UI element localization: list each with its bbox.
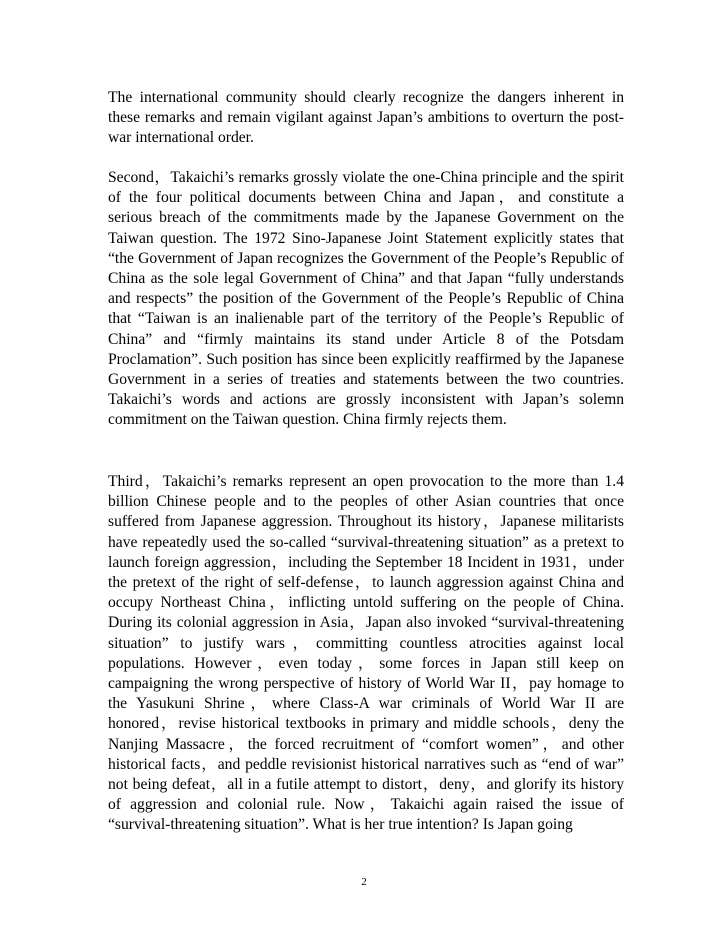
- page-number: 2: [361, 876, 367, 888]
- paragraph-text: Second，Takaichi’s remarks grossly violate the one-China principle and the spirit of the four political documents between China and Japan，and constitute a serious breach of the commitments made by the Japanese Government on the Taiwan question. The 1972 Sino-Japanese Joint Statement explicitly states that “the Government of Japan recognizes the Government of the People’s Republic of China as the sole legal Government of China” and that Japan “fully understands and respects” the position of the Government of the People’s Republic of China that “Taiwan is an inalienable part of the territory of the People’s Republic of China” and “firmly maintains its stand under Article 8 of the Potsdam Proclamation”. Such position has since been explicitly reaffirmed by the Japanese Government in a series of treaties and statements between the two countries. Takaichi’s words and actions are grossly inconsistent with Japan’s solemn commitment on the Taiwan question. China firmly rejects them.: [108, 169, 624, 429]
- paragraph-second-point: [108, 168, 624, 431]
- paragraph-international-community: [108, 88, 624, 149]
- paragraph-text: The international community should clearly recognize the dangers inherent in these remarks and remain vigilant against Japan’s ambitions to overturn the post-war international order.: [108, 89, 624, 147]
- paragraph-text: Third，Takaichi’s remarks represent an open provocation to the more than 1.4 billion Chinese people and to the peoples of other Asian countries that once suffered from Japanese aggression. Throughout its history，Japanese militarists have repeatedly used the so-called “survival-threatening situation” as a pretext to launch foreign aggression，including the September 18 Incident in 1931，under the pretext of the right of self-defense，to launch aggression against China and occupy Northeast China，inflicting untold suffering on the people of China. During its colonial aggression in Asia，Japan also invoked “survival-threatening situation” to justify wars，committing countless atrocities against local populations. However，even today，some forces in Japan still keep on campaigning the wrong perspective of history of World War II，pay homage to the Yasukuni Shrine，where Class-A war criminals of World War II are honored，revise historical textbooks in primary and middle schools，deny the Nanjing Massacre，the forced recruitment of “comfort women”，and other historical facts，and peddle revisionist historical narratives such as “end of war” not being defeat，all in a futile attempt to distort，deny，and glorify its history of aggression and colonial rule. Now，Takaichi again raised the issue of “survival-threatening situation”. What is her true intention? Is Japan going: [108, 473, 624, 834]
- paragraph-third-point: [108, 472, 624, 836]
